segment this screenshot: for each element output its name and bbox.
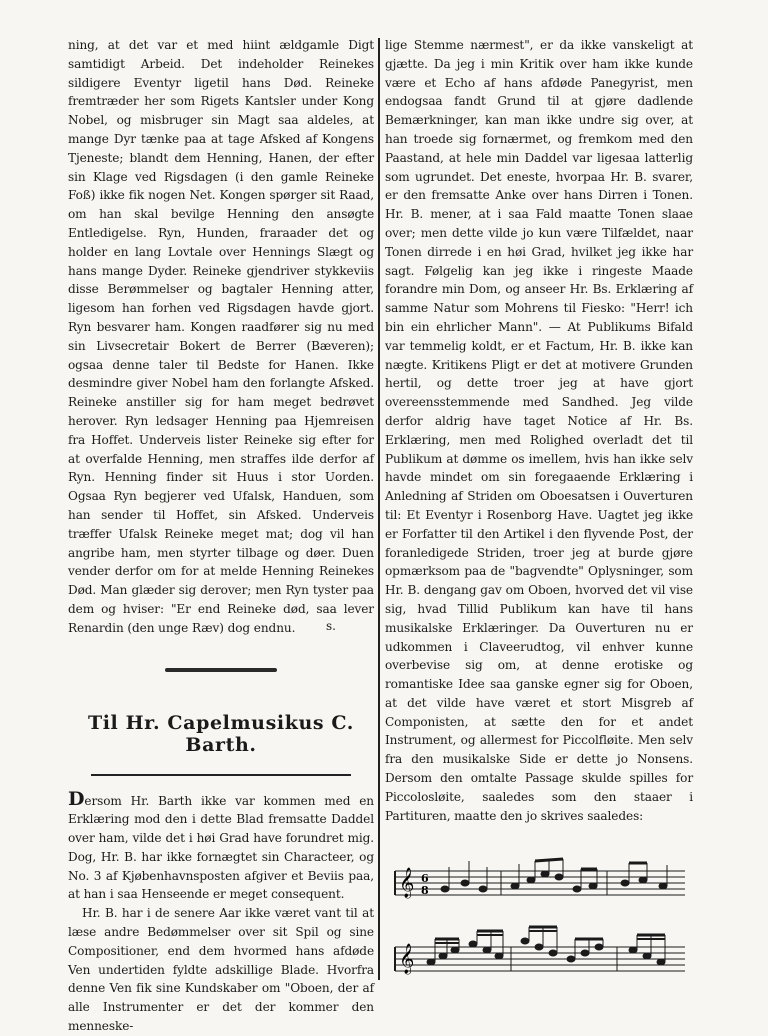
time-sig-bottom: 8 — [421, 884, 429, 898]
letter-opening-paragraph: Dersom Hr. Barth ikke var kommen med en Erklæring mod den i dette Blad fremsatte Daddel over ham, vilde det i høi Grad have forundret mig. Dog, Hr. B. har ikke fornægtet sin Characteer, og No. 3 af Kjøbenhavnsposten afgiver et Beviis paa, at han i saa Henseende er meget consequent. — [68, 787, 374, 902]
music-staves-figure — [385, 839, 685, 999]
letter-heading: Til Hr. Capelmusikus C. Barth. — [88, 711, 354, 756]
right-column — [385, 36, 693, 999]
article-continuation-text: ning, at det var et med hiint ældgamle Digt samtidigt Arbeid. Det indeholder Reinekes sildigere Eventyr ligetil hans Død. Reineke fremtræder her som Rigets Kantsler under Kong Nobel, og misbruger sin Magt saa aldeles, at mange Dyr tænke paa at tage Afsked af Kongens Tjeneste; blandt dem Henning, Hanen, der efter sin Klage ved Rigsdagen (i den gamle Reineke Foß) ikke fik nogen Net. Kongen spørger sit Raad, om han skal bevilge Henning den ansøgte Entledigelse. Ryn, Hunden, fraraader det og holder en lang Lovtale over Hennings Slægt og hans mange Dyder. Reineke gjendriver stykkeviis disse Berømmelser og bagtaler Henning atter, ligesom han forhen ved Rigsdagen havde gjort. Ryn besvarer ham. Kongen raadfører sig nu med sin Livsecretair Bokert de Berrer (Bæveren); ogsaa denne taler til Bedste for Hanen. Ikke desmindre giver Nobel ham den forlangte Afsked. Reineke anstiller sig for ham meget bedrøvet herover. Ryn ledsager Henning paa Hjemreisen fra Hoffet. Underveis lister Reineke sig efter for at overfalde Henning, men straffes ilde derfor af Ryn. Henning finder sit Huus i stor Uorden. Ogsaa Ryn begjerer ved Ufalsk, Handuen, som han sender til Hoffet, sin Afsked. Underveis træffer Ufalsk Reineke meget mat; dog vil han angribe ham, men styrter tilbage og døer. Duen vender derfor om for at melde Henning Reinekes Død. Man glæder sig derover; men Ryn tyster paa dem og hviser: "Er end Reineke død, saa lever Renardin (den unge Ræv) dog endnu. — [68, 38, 374, 635]
treble-clef-icon-2: 𝄞 — [399, 944, 415, 975]
article-signature: s. — [326, 618, 336, 633]
time-sig-top: 6 — [421, 872, 429, 886]
column-rule — [378, 38, 380, 980]
letter-continuation-text: lige Stemme nærmest", er da ikke vanskeligt at gjætte. Da jeg i min Kritik over ham ikke kunde være et Echo af hans afdøde Panegyrist, men endogsaa fandt Grund til at gjøre dadlende Bemærkninger, kan man ikke undre sig over, at han troede sig fornærmet, og fremkom med den Paastand, at hele min Daddel var ligesaa latterlig som ugrundet. Det eneste, hvorpaa Hr. B. svarer, er den fremsatte Anke over hans Dirren i Tonen. Hr. B. mener, at i saa Fald maatte Tonen slaae over; men dette vilde jo kun være Tilfældet, naar Tonen dirrede i en høi Grad, hvilket jeg ikke har sagt. Følgelig kan jeg ikke i ringeste Maade forandre min Dom, og anseer Hr. Bs. Erklæring af samme Natur som Mohrens til Fiesko: "Herr! ich bin ein ehrlicher Mann". — At Publikums Bifald var temmelig koldt, er et Factum, Hr. B. ikke kan nægte. Kritikens Pligt er det at motivere Grunden hertil, og dette troer jeg at have gjort overeensstemmende med Sandhed. Jeg vilde derfor aldrig have taget Notice af Hr. Bs. Erklæring, men med Rolighed overladt det til Publikum at dømme os imellem, hvis han ikke selv havde mindet om sin foregaaende Erklæring i Anledning af Striden om Oboesatsen i Ouverturen til: Et Eventyr i Rosenborg Have. Uagtet jeg ikke er Forfatter til den Artikel i den flyvende Post, der foranledigede Striden, troer jeg at burde gjøre opmærksom paa de "bagvendte" Oplysninger, som Hr. B. dengang gav om Oboen, hvorved det vil vise sig, hvad Tillid Publikum kan have til hans musikalske Erklæringer. Da Ouverturen nu er udkommen i Claveerudtog, vil enhver kunne overbevise sig om, at denne erotiske og romantiske Idee saa ganske egner sig for Oboen, at det vilde have været et stort Misgreb af Componisten, at sætte den for et andet Instrument, og allermest for Piccolfløite. Men selv fra den musikalske Side er dette jo Nonsens. Dersom den omtalte Passage skulde spilles for Piccolosløite, saaledes som den staaer i Partituren, maatte den jo skrives saaledes: — [385, 38, 693, 823]
left-column — [68, 36, 374, 1036]
staff-2 — [395, 947, 685, 971]
staff-1-notes — [441, 859, 667, 892]
section-divider — [165, 668, 277, 672]
treble-clef-icon: 𝄞 — [399, 868, 415, 899]
music-notation — [385, 839, 693, 999]
signature-line — [68, 618, 374, 642]
heading-rule — [91, 774, 351, 776]
letter-second-paragraph: Hr. B. har i de senere Aar ikke været vant til at læse andre Bedømmelser over sit Spil og sine Compositioner, end dem hvormed hans afdøde Ven undertiden fyldte adskillige Blade. Hvorfra denne Ven fik sine Kundskaber om "Oboen, der af alle Instrumenter er det der kommer den menneske- — [68, 906, 374, 1034]
